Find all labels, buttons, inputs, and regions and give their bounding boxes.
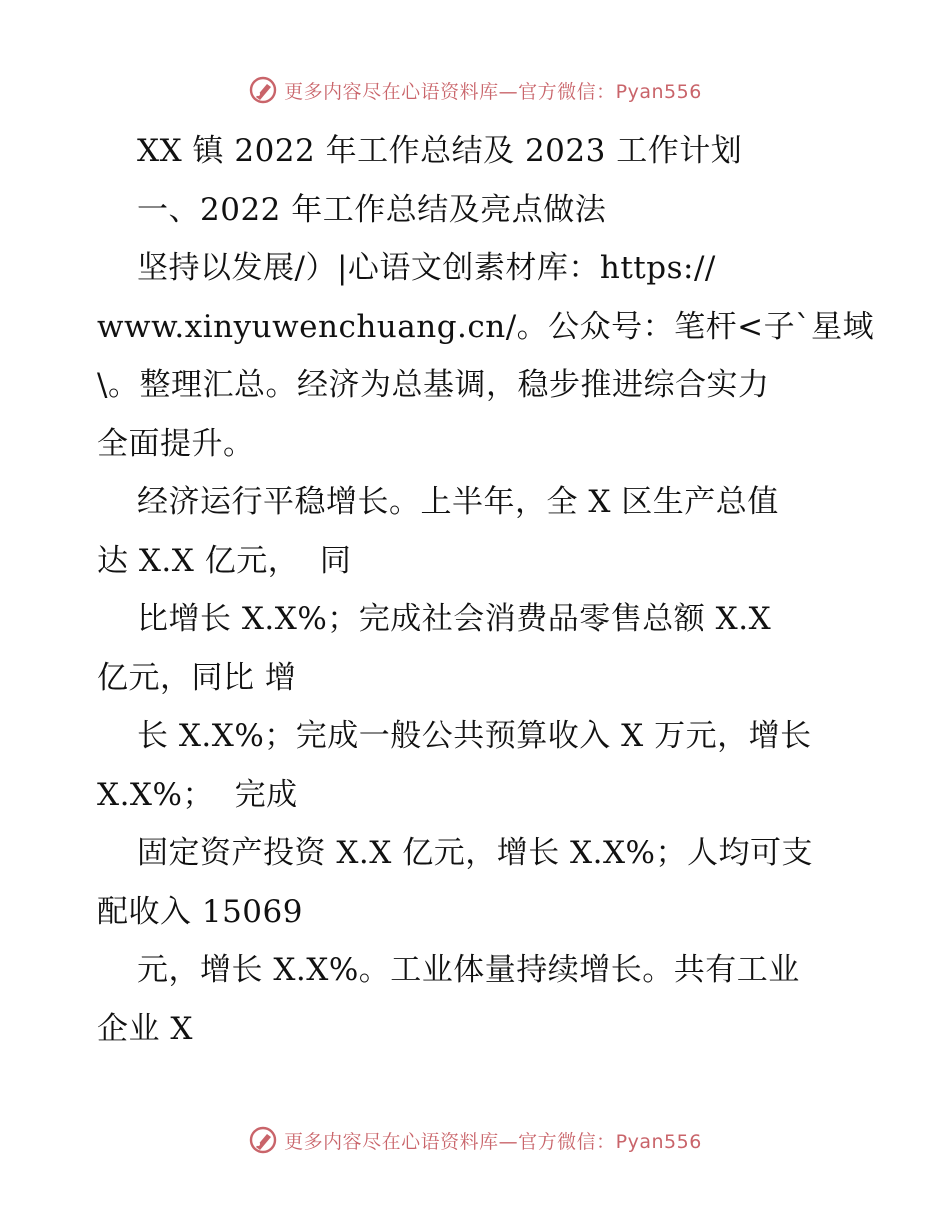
- watermark-banner-bottom: [0, 1120, 950, 1160]
- watermark-text: 更多内容尽在心语资料库—官方微信：Pyan556: [284, 1130, 702, 1153]
- paragraph-line: 配收入 15069: [97, 893, 303, 930]
- document-title: XX 镇 2022 年工作总结及 2023 工作计划: [137, 133, 743, 169]
- paragraph-line: 固定资产投资 X.X 亿元，增长 X.X%；人均可支: [137, 835, 814, 871]
- paragraph-line: 坚持以发展/）|心语文创素材库：https://: [137, 250, 716, 286]
- paragraph-line: 长 X.X%；完成一般公共预算收入 X 万元，增长: [137, 718, 812, 754]
- pen-nib-circle-icon: [248, 1125, 278, 1155]
- paragraph-line: 亿元，同比 增: [97, 659, 297, 696]
- paragraph-line: X.X%； 完成: [97, 776, 298, 813]
- paragraph-line: \。整理汇总。经济为总基调，稳步推进综合实力: [97, 367, 770, 403]
- paragraph-line: 比增长 X.X%；完成社会消费品零售总额 X.X: [137, 601, 772, 637]
- section-heading: 一、2022 年工作总结及亮点做法: [137, 191, 607, 228]
- paragraph-line: 元，增长 X.X%。工业体量持续增长。共有工业: [137, 952, 800, 988]
- paragraph-line: 全面提升。: [97, 425, 255, 462]
- watermark-banner-top: [0, 70, 950, 110]
- document-body: [97, 122, 875, 1058]
- paragraph-line: 达 X.X 亿元， 同: [97, 542, 352, 579]
- pen-nib-circle-icon: [248, 75, 278, 105]
- paragraph-line: www.xinyuwenchuang.cn/。公众号：笔杆<子`星域: [97, 308, 875, 345]
- paragraph-line: 经济运行平稳增长。上半年，全 X 区生产总值: [137, 484, 779, 520]
- watermark-text: 更多内容尽在心语资料库—官方微信：Pyan556: [284, 80, 702, 103]
- paragraph-line: 企业 X: [97, 1010, 193, 1047]
